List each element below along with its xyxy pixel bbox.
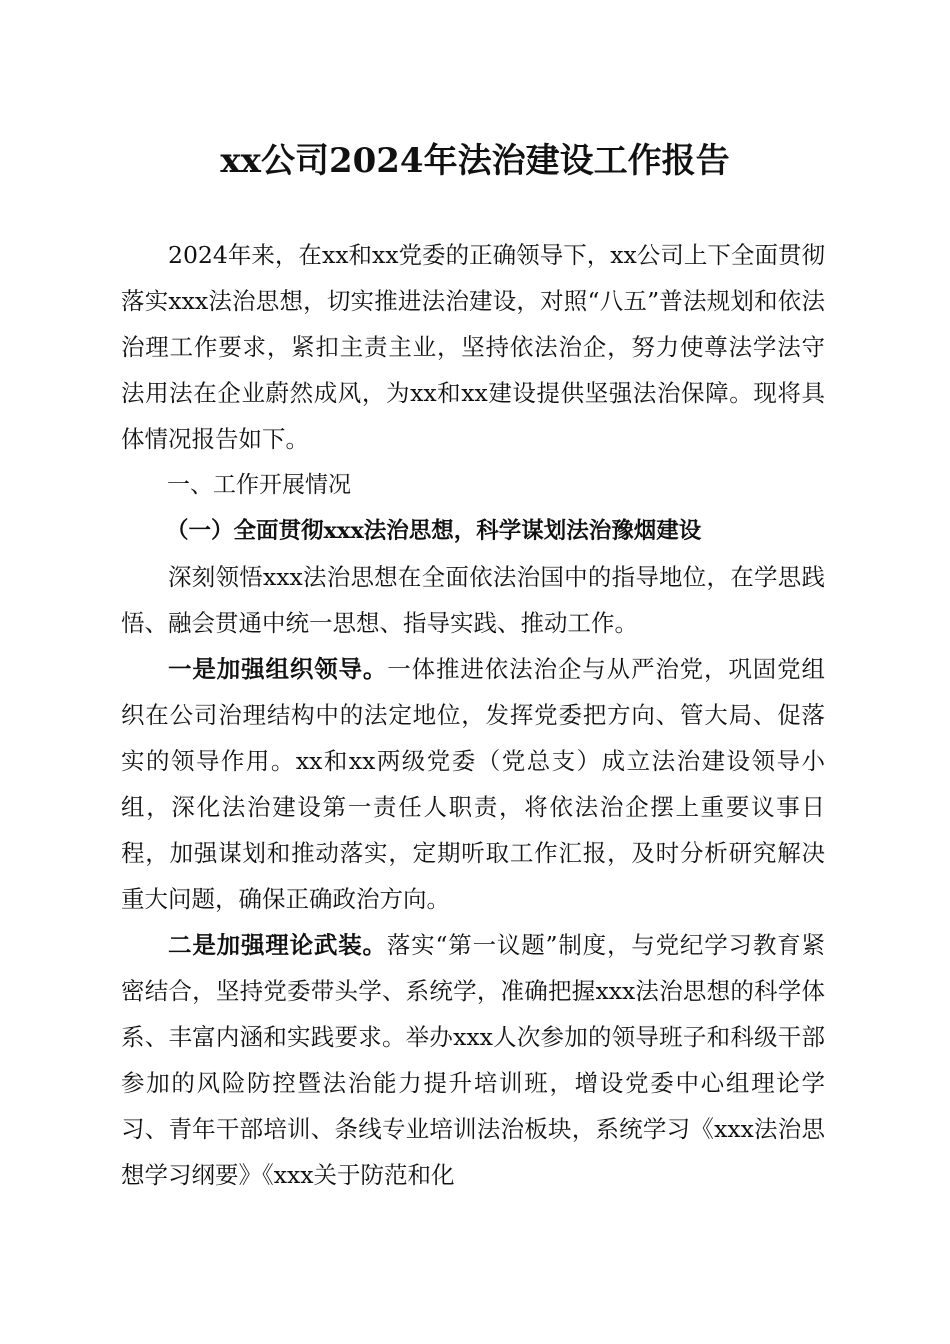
point-two-text: 落实“第一议题”制度，与党纪学习教育紧密结合，坚持党委带头学、系统学，准确把握xxx法治思想的科学体系、丰富内涵和实践要求。举办xxx人次参加的领导班子和科级干部参加的风险防控暨法治能力提升培训班，增设党委中心组理论学习、青年干部培训、条线专业培训法治板块，系统学习《xxx法治思想学习纲要》《xxx关于防范和化: [121, 931, 826, 1189]
document-body: [121, 232, 825, 1198]
point-one-text: 一体推进依法治企与从严治党，巩固党组织在公司治理结构中的法定地位，发挥党委把方向、管大局、促落实的领导作用。xx和xx两级党委（党总支）成立法治建设领导小组，深化法治建设第一责任人职责，将依法治企摆上重要议事日程，加强谋划和推动落实，定期听取工作汇报，及时分析研究解决重大问题，确保正确政治方向。: [121, 655, 826, 913]
document-title: xx公司2024年法治建设工作报告: [220, 141, 730, 181]
point-one-paragraph: [121, 646, 825, 922]
intro-paragraph: 2024年来，在xx和xx党委的正确领导下，xx公司上下全面贯彻落实xxx法治思想，切实推进法治建设，对照“八五”普法规划和依法治理工作要求，紧扣主责主业，坚持依法治企，努力使尊法学法守法用法在企业蔚然成风，为xx和xx建设提供坚强法治保障。现将具体情况报告如下。: [121, 241, 825, 453]
point-two-paragraph: [121, 922, 825, 1198]
point-one-lead: 一是加强组织领导。: [168, 655, 388, 683]
subsection-heading: （一）全面贯彻xxx法治思想，科学谋划法治豫烟建设: [166, 518, 702, 544]
point-two-lead: 二是加强理论武装。: [168, 931, 387, 959]
subsection-intro-paragraph: 深刻领悟xxx法治思想在全面依法治国中的指导地位，在学思践悟、融会贯通中统一思想、指导实践、推动工作。: [121, 563, 825, 637]
section-heading: 一、工作开展情况: [167, 472, 351, 498]
